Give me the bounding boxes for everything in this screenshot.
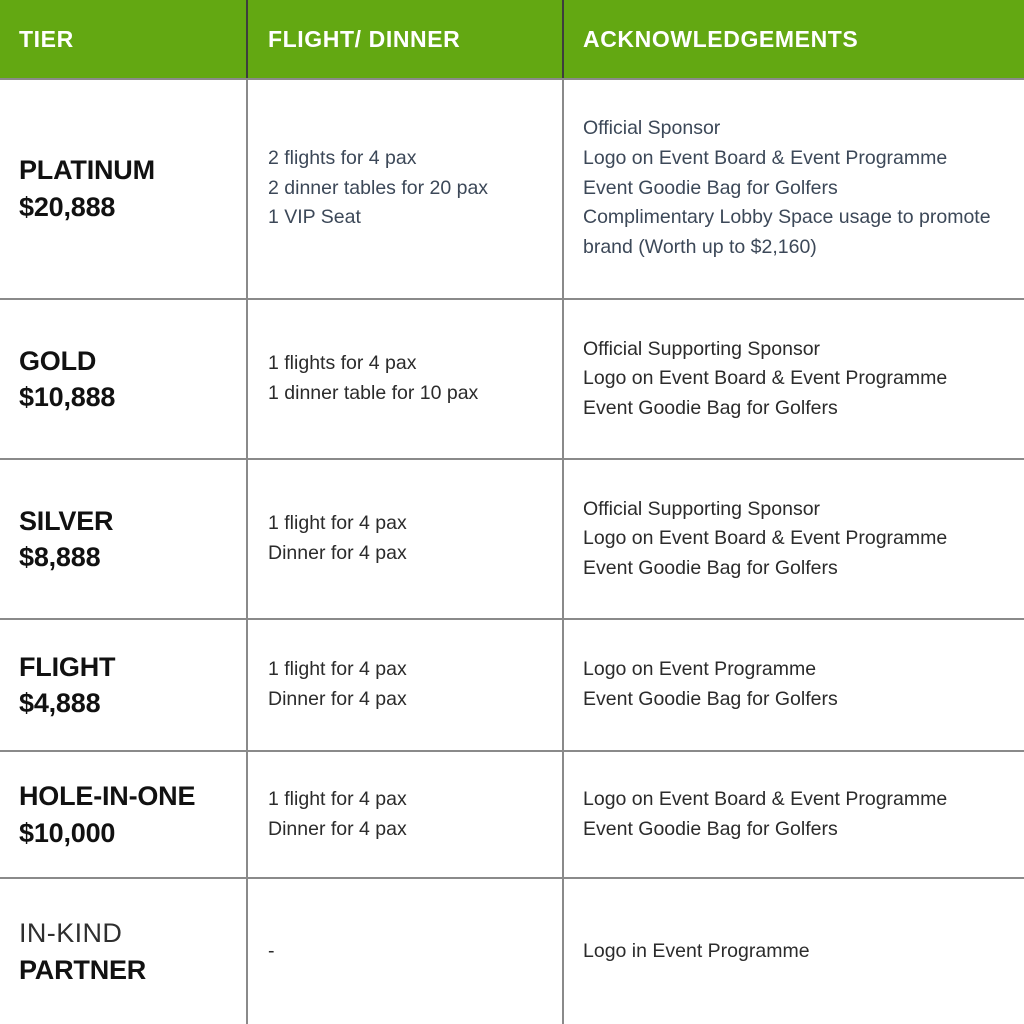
acknowledgements-cell — [562, 879, 1024, 1024]
acknowledgements-list — [583, 785, 1008, 844]
list-item: 1 flight for 4 pax — [268, 512, 407, 535]
list-item: Logo on Event Programme — [583, 658, 817, 681]
tier-price: $8,888 — [19, 542, 101, 572]
column-header-flight-dinner: FLIGHT/ DINNER — [246, 0, 562, 79]
tier-price: $10,888 — [19, 382, 116, 412]
table-row — [0, 620, 1024, 752]
list-item: 1 dinner table for 10 pax — [268, 382, 479, 404]
tier-cell — [0, 79, 246, 298]
list-item: 1 flights for 4 pax — [268, 352, 417, 375]
table-row — [0, 752, 1024, 879]
list-item: Complimentary Lobby Space usage to promote brand (Worth up to $2,160) — [583, 206, 991, 258]
acknowledgements-cell — [562, 300, 1024, 458]
table-row — [0, 300, 1024, 460]
tier-cell — [0, 460, 246, 618]
list-item: Dinner for 4 pax — [268, 542, 407, 564]
list-item: Official Supporting Sponsor — [583, 337, 821, 360]
list-item: Event Goodie Bag for Golfers — [583, 688, 838, 710]
list-item: Event Goodie Bag for Golfers — [583, 817, 838, 840]
flight-dinner-cell — [246, 460, 562, 618]
column-header-acknowledgements: ACKNOWLEDGEMENTS — [562, 0, 1024, 79]
acknowledgements-list — [583, 655, 1008, 714]
list-item: 1 flight for 4 pax — [268, 658, 407, 681]
list-item: Logo on Event Board & Event Programme — [583, 787, 948, 810]
tier-name: HOLE-IN-ONE — [19, 781, 196, 812]
flight-dinner-cell — [246, 300, 562, 458]
tier-price: $10,000 — [19, 817, 116, 848]
acknowledgements-list — [583, 495, 1008, 584]
tier-price: $20,888 — [19, 191, 116, 222]
table-header-row — [0, 0, 1024, 79]
tier-name: GOLD — [19, 345, 97, 376]
list-item: Official Supporting Sponsor — [583, 497, 821, 520]
acknowledgements-list — [583, 937, 1008, 967]
list-item: 2 flights for 4 pax — [268, 147, 417, 170]
flight-dinner-cell — [246, 79, 562, 298]
acknowledgements-list — [583, 335, 1008, 424]
list-item: 2 dinner tables for 20 pax — [268, 176, 489, 199]
tier-price: PARTNER — [19, 954, 147, 985]
tier-cell — [0, 752, 246, 877]
tier-name: FLIGHT — [19, 651, 116, 682]
flight-dinner-cell — [246, 879, 562, 1024]
list-item: Logo on Event Board & Event Programme — [583, 527, 948, 550]
list-item: 1 flight for 4 pax — [268, 787, 407, 810]
acknowledgements-cell — [562, 620, 1024, 750]
acknowledgements-cell — [562, 460, 1024, 618]
flight-dinner-placeholder: - — [268, 940, 275, 962]
tier-cell — [0, 300, 246, 458]
flight-dinner-cell — [246, 620, 562, 750]
list-item: Logo on Event Board & Event Programme — [583, 367, 948, 390]
tier-price: $4,888 — [19, 688, 101, 718]
table-row — [0, 879, 1024, 1024]
table-row — [0, 79, 1024, 300]
acknowledgements-list — [583, 114, 1008, 262]
list-item: Event Goodie Bag for Golfers — [583, 556, 838, 579]
list-item: Event Goodie Bag for Golfers — [583, 396, 838, 419]
column-header-tier: TIER — [19, 26, 74, 52]
acknowledgements-cell — [562, 752, 1024, 877]
list-item: Dinner for 4 pax — [268, 817, 407, 840]
table-row — [0, 460, 1024, 620]
list-item: 1 VIP Seat — [268, 206, 361, 229]
list-item: Logo in Event Programme — [583, 939, 810, 962]
flight-dinner-cell — [246, 752, 562, 877]
flight-dinner-list — [268, 655, 562, 714]
list-item: Official Sponsor — [583, 117, 721, 140]
list-item: Dinner for 4 pax — [268, 688, 407, 710]
flight-dinner-list — [268, 785, 562, 844]
tier-cell — [0, 620, 246, 750]
list-item: Logo on Event Board & Event Programme — [583, 147, 948, 170]
tier-cell — [0, 879, 246, 1024]
flight-dinner-list — [268, 349, 562, 408]
tier-name: PLATINUM — [19, 155, 155, 186]
acknowledgements-cell — [562, 79, 1024, 298]
tier-name: SILVER — [19, 505, 114, 536]
list-item: Event Goodie Bag for Golfers — [583, 176, 838, 199]
flight-dinner-list — [268, 144, 562, 233]
tier-name: IN-KIND — [19, 918, 123, 949]
flight-dinner-list — [268, 509, 562, 568]
